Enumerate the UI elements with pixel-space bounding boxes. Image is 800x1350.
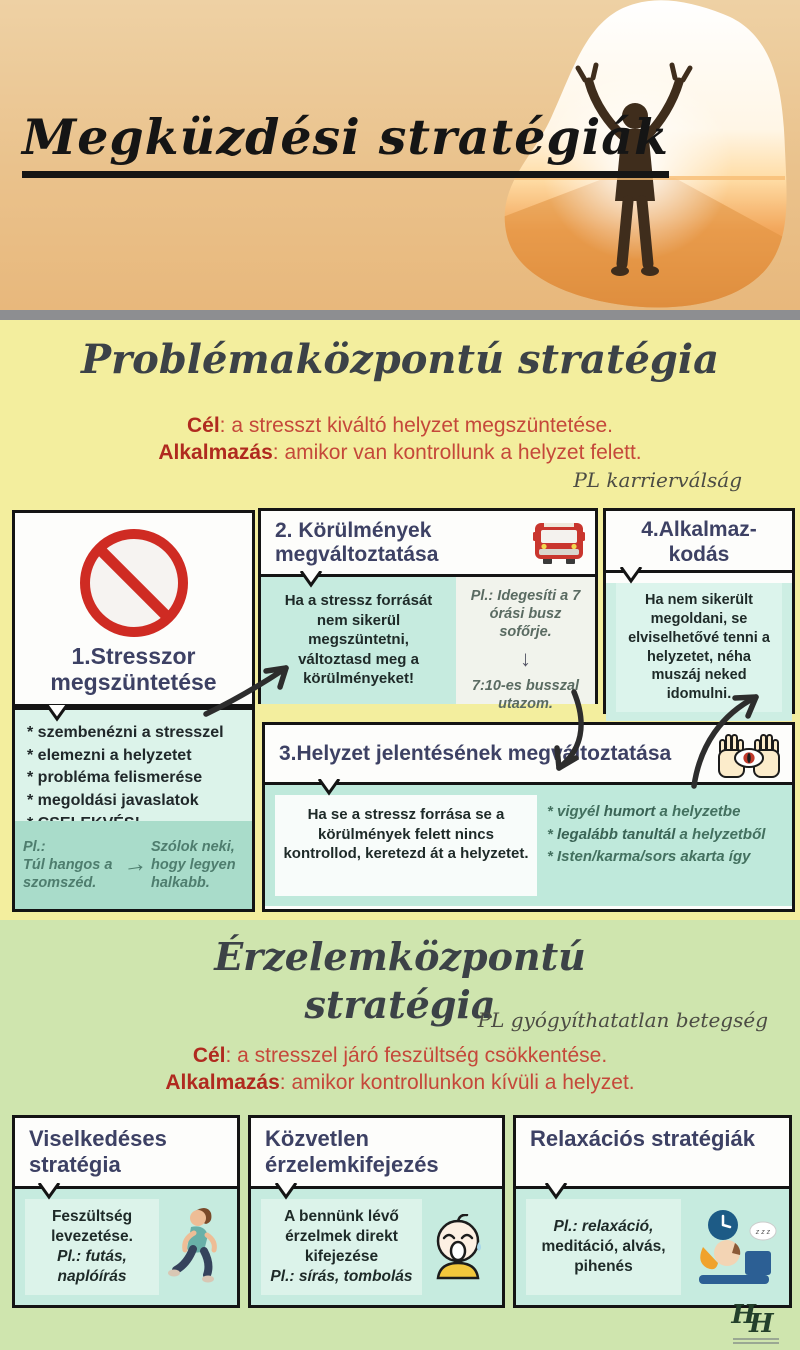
notch [545,1183,569,1200]
bullet-item: * megoldási javaslatok [27,792,199,810]
section-divider [0,310,800,320]
box2-header [261,511,595,577]
box-reframe-meaning [262,722,795,912]
behavioral-body [15,1189,237,1305]
box2-body [261,577,595,712]
relax-panel [526,1199,681,1295]
emotion-application-line [0,1071,800,1095]
notch [46,705,70,722]
behavioral-panel [25,1199,159,1295]
bullet-item: * probléma felismerése [27,769,203,787]
emotion-heading-line2: stratégia [304,982,496,1027]
box1-example [15,821,252,909]
relax-body [516,1189,789,1305]
application-label: Alkalmazás [158,441,273,464]
problem-application-line [0,441,800,465]
box-stressor-elimination [12,510,255,707]
behavioral-title: Viselkedéses stratégia [15,1118,237,1189]
tip-item [547,824,782,847]
example-situation-text: Túl hangos a szomszéd. [23,856,113,892]
direct-title: Közvetlen érzelemkifejezés [251,1118,502,1189]
behavioral-example: Pl.: futás, naplóírás [57,1248,127,1286]
notch [275,1183,299,1200]
goal-label: Cél [192,1044,226,1067]
zzz-text: z z z [755,1229,771,1236]
box4-title-line2: kodás [668,543,730,567]
bus-icon [531,520,587,566]
no-entry-icon [80,529,188,637]
tip-text: a helyzetből [675,825,766,843]
tip-text: * [547,825,558,843]
problem-goal-line [0,414,800,438]
tip-text: a helyzetbe [655,803,741,820]
direct-panel [261,1199,422,1295]
box3-body [265,785,792,906]
box1-title: 1.Stresszor megszüntetése [50,643,217,696]
page-title: Megküzdési stratégiák [22,108,669,178]
bullet-item: * elemezni a helyzetet [27,746,192,764]
goal-label: Cél [186,414,220,437]
stressor-bullet-list [15,710,252,836]
runner-icon [165,1203,227,1291]
hero-banner [0,0,800,310]
box3-header [265,725,792,785]
box3-title: 3.Helyzet jelentésének megváltoztatása [279,741,672,765]
relax-example: meditáció, alvás, pihenés [541,1237,666,1276]
goal-text: : a stresszel járó feszültség csökkentése. [225,1044,608,1067]
box2-title: 2. Körülmények megváltoztatása [275,519,439,566]
tip-text: * [547,848,558,865]
relax-text: Pl.: relaxáció, [553,1217,654,1235]
notch [620,567,644,584]
box-adaptation [603,508,795,714]
tip-item [547,801,782,824]
tip-text: * vigyél [547,803,604,820]
right-arrow-glyph: → [121,849,149,880]
example-situation [23,838,119,892]
crying-baby-icon [428,1214,492,1280]
notch [300,571,324,588]
hands-eye-icon [716,728,782,780]
example-label: Pl.: [23,838,46,855]
notch [318,779,342,796]
tip-bold: legalább tanultál [557,825,676,843]
tip-bold: humort [603,803,656,820]
logo-monogram-h2: H [749,1309,774,1339]
brand-logo [726,1300,786,1344]
application-text: : amikor van kontrollunk a helyzet felett. [272,441,642,464]
box2-instruction: Ha a stressz forrását nem sikerül megszüntetni, változtasd meg a körülményeket! [261,577,456,704]
box2-example-line2: 7:10-es busszal utazom. [471,677,580,712]
direct-example: Pl.: sírás, tombolás [270,1268,413,1286]
box3-tips [547,795,782,896]
relax-title: Relaxációs stratégiák [516,1118,789,1189]
direct-text: A bennünk lévő érzelmek direkt kifejezése [284,1207,399,1265]
box-direct-expression [248,1115,505,1308]
emotion-heading-line1: Érzelemközpontú [214,934,586,979]
box4-text: Ha nem sikerült megoldani, se elviselhetővé tenni a helyzetet, néha muszáj neked idomulni. [616,583,782,712]
box-relaxation-strategies [513,1115,792,1308]
problem-example-note: PL karrierválság [573,468,742,492]
bullet-item: * szembenézni a stresszel [27,724,224,741]
tip-item [547,846,782,869]
problem-heading: Problémaközpontú stratégia [80,336,719,383]
box4-title [606,511,792,573]
box2-example-line1: Pl.: Idegesíti a 7 órási busz sofőrje. [470,588,581,641]
emotion-goal-line [0,1044,800,1068]
behavioral-text: Feszültség levezetése. [51,1207,133,1245]
application-label: Alkalmazás [165,1071,280,1094]
goal-text: : a stresszt kiváltó helyzet megszüntetése. [219,414,614,437]
logo-monogram-h1: H [731,1300,756,1330]
example-solution-text: Szólok neki, hogy legyen halkabb. [151,838,236,892]
box2-example [456,577,595,712]
box-change-circumstances [258,508,598,712]
sleeping-person-icon [687,1207,779,1287]
emotion-example-note: PL gyógyíthatatlan betegség [477,1008,768,1032]
box4-title-line1: 4.Alkalmaz- [641,518,757,541]
box4-body [606,583,792,721]
application-text: : amikor kontrollunkon kívüli a helyzet. [279,1071,635,1094]
notch [38,1183,62,1200]
box-behavioral-strategy [12,1115,240,1308]
direct-body [251,1189,502,1305]
box3-instruction: Ha se a stressz forrása se a körülmények felett nincs kontrollod, keretezd át a helyzetet. [275,795,537,896]
box-stressor-details [12,707,255,912]
tip-text: Isten/karma/sors akarta így [557,848,751,865]
down-arrow-glyph: ↓ [520,646,531,672]
